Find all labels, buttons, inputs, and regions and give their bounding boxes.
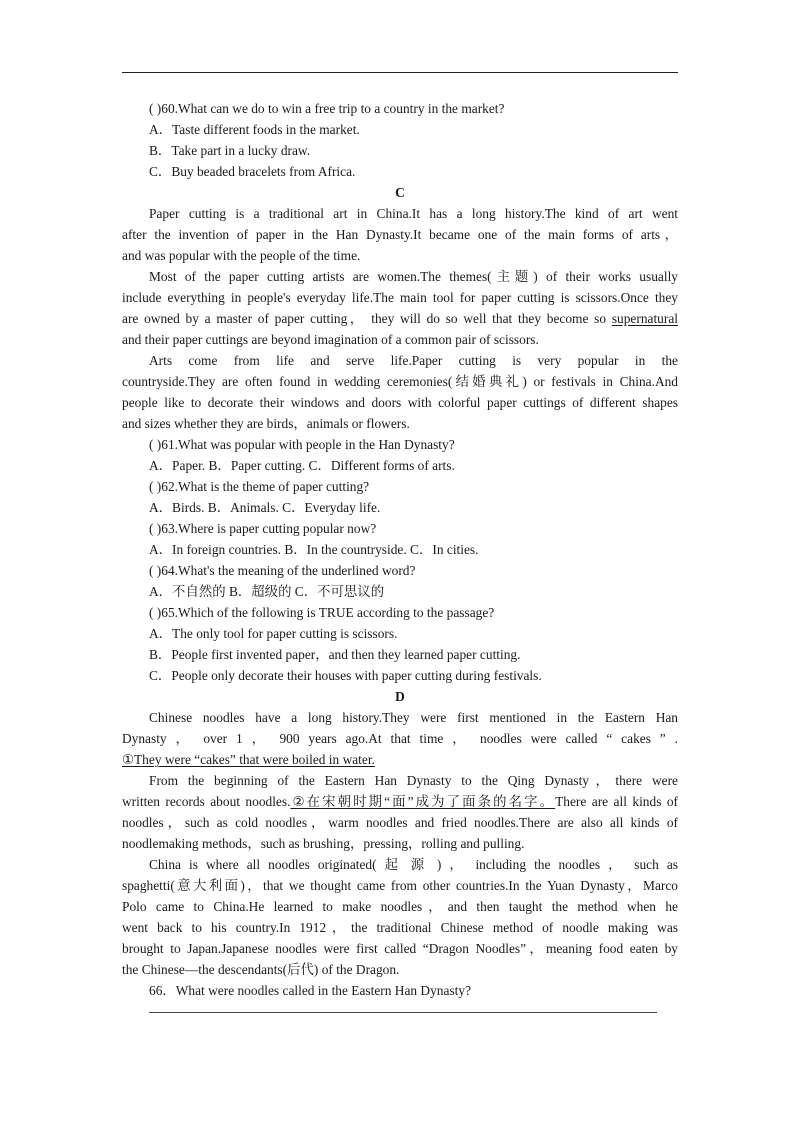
answer-line-66[interactable] [149,1012,657,1013]
passage-d-paragraph-2-line: noodles，such as cold noodles，warm noodles and fried noodles.There are also all kinds of [122,815,678,830]
passage-c-paragraph-3-line: countryside.They are often found in wedding ceremonies(结婚典礼) or festivals in China.And [122,374,678,389]
passage-c-text: are owned by a master of paper cutting， they will do so well that they become so [122,311,607,326]
passage-d-paragraph-1-line: Chinese noodles have a long history.They were first mentioned in the Eastern Han [149,710,678,725]
passage-d-paragraph-3-line: spaghetti(意大利面)，that we thought came from other countries.In the Yuan Dynasty，Marco [122,878,678,893]
passage-d-paragraph-3-line: China is where all noodles originated( 起 源 ) ， including the noodles ， such as [149,857,678,872]
question-60-option-b: B．Take part in a lucky draw. [149,143,311,158]
passage-c-paragraph-1-line: Paper cutting is a traditional art in China.It has a long history.The kind of art went [149,206,678,221]
passage-c-paragraph-3-line: people like to decorate their windows and doors with colorful paper cuttings of different shapes [122,395,678,410]
question-64-stem: ( )64.What's the meaning of the underlined word? [149,563,416,578]
header-rule [122,72,678,73]
passage-d-paragraph-3-line: brought to Japan.Japanese noodles were first called “Dragon Noodles”，meaning food eaten by [122,941,678,956]
question-62-stem: ( )62.What is the theme of paper cutting? [149,479,370,494]
question-60-option-c: C．Buy beaded bracelets from Africa. [149,164,356,179]
section-c-heading: C [395,185,405,200]
passage-d-text: There are all kinds of [555,794,678,809]
passage-c-paragraph-3-line: and sizes whether they are birds，animals or flowers. [122,416,410,431]
passage-d-paragraph-2-line: From the beginning of the Eastern Han Dynasty to the Qing Dynasty，there were [149,773,678,788]
question-66-stem: 66．What were noodles called in the Eastern Han Dynasty? [149,983,472,998]
passage-d-paragraph-1-line: Dynasty ， over 1 ， 900 years ago.At that time ， noodles were called “ cakes ” . [122,731,678,746]
passage-d-paragraph-3-line: the Chinese—the descendants(后代) of the Dragon. [122,962,400,977]
passage-d-paragraph-2-line: noodlemaking methods，such as brushing，pressing，rolling and pulling. [122,836,525,851]
question-63-stem: ( )63.Where is paper cutting popular now? [149,521,377,536]
question-65-option-b: B．People first invented paper，and then they learned paper cutting. [149,647,521,662]
underlined-word-supernatural: supernatural [611,311,678,326]
question-65-stem: ( )65.Which of the following is TRUE according to the passage? [149,605,495,620]
question-65-option-a: A．The only tool for paper cutting is scissors. [149,626,398,641]
underlined-sentence-2: ②在宋朝时期“面”成为了面条的名字。 [290,794,556,809]
question-60-option-a: A．Taste different foods in the market. [149,122,360,137]
passage-d-paragraph-3-line: Polo came to China.He learned to make noodles，and then taught the method when he [122,899,678,914]
passage-c-paragraph-1-line: and was popular with the people of the time. [122,248,361,263]
passage-c-paragraph-3-line: Arts come from life and serve life.Paper cutting is very popular in the [149,353,678,368]
underlined-sentence-1: ①They were “cakes” that were boiled in water. [122,752,375,767]
question-62-options: A．Birds. B．Animals. C．Everyday life. [149,500,381,515]
passage-c-paragraph-2-line: include everything in people's everyday life.The main tool for paper cutting is scissors.Once they [122,290,678,305]
passage-d-paragraph-2-line [122,791,678,812]
page-content [122,98,678,1001]
question-61-stem: ( )61.What was popular with people in the Han Dynasty? [149,437,455,452]
passage-d-paragraph-3-line: went back to his country.In 1912，the traditional Chinese method of noodle making was [122,920,678,935]
passage-c-paragraph-2-line: Most of the paper cutting artists are women.The themes(主题) of their works usually [149,269,678,284]
passage-d-paragraph-1-line [122,749,678,770]
passage-c-paragraph-1-line: after the invention of paper in the Han Dynasty.It became one of the main forms of arts， [122,227,678,242]
question-64-options: A．不自然的 B．超级的 C．不可思议的 [149,584,385,599]
question-65-option-c: C．People only decorate their houses with paper cutting during festivals. [149,668,542,683]
question-61-options: A．Paper. B．Paper cutting. C．Different forms of arts. [149,458,455,473]
section-d-heading: D [395,689,405,704]
passage-c-paragraph-2-line [122,308,678,329]
passage-c-paragraph-2-line: and their paper cuttings are beyond imagination of a common pair of scissors. [122,332,539,347]
passage-d-text: written records about noodles. [122,794,291,809]
question-63-options: A．In foreign countries. B．In the countryside. C．In cities. [149,542,479,557]
question-60-stem: ( )60.What can we do to win a free trip to a country in the market? [149,101,505,116]
